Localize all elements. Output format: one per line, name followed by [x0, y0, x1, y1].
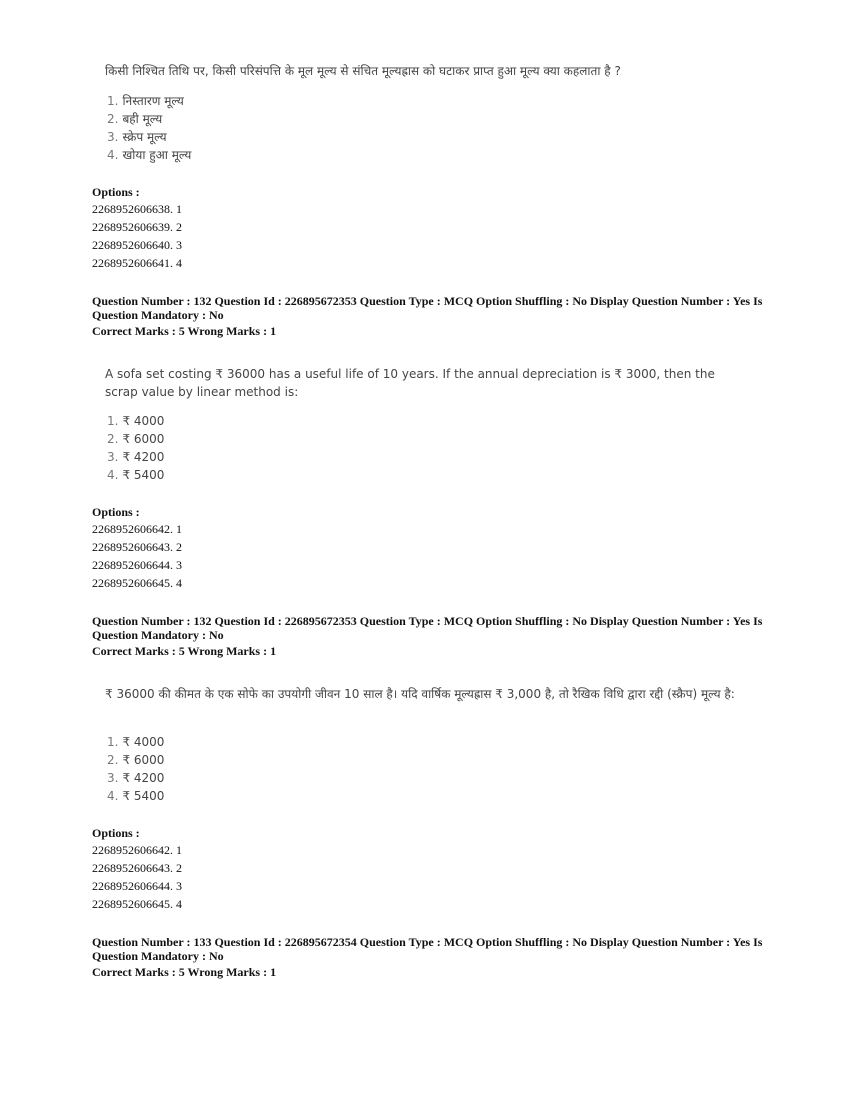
choice-item: 1. ₹ 4000: [107, 735, 165, 749]
choice-item: 2. ₹ 6000: [107, 753, 165, 767]
question-info: Question Number : 132 Question Id : 226895672353 Question Type : MCQ Option Shuffling : No Display Question Number : Yes Is Question Mandatory : No: [92, 614, 763, 642]
question-meta: [92, 614, 772, 658]
choice-item: 2. ₹ 6000: [107, 432, 165, 446]
choice-item: 3. स्क्रेप मूल्य: [107, 130, 167, 144]
option-item: 2268952606639. 2: [92, 220, 182, 234]
options-list: [92, 200, 182, 272]
question-text: A sofa set costing ₹ 36000 has a useful life of 10 years. If the annual depreciation is ₹ 3000, then the scrap value by linear method is:: [105, 367, 715, 399]
option-item: 2268952606644. 3: [92, 558, 182, 572]
question-meta: [92, 935, 772, 979]
option-item: 2268952606645. 4: [92, 897, 182, 911]
options-heading: Options :: [92, 505, 140, 519]
choice-list: [107, 733, 164, 805]
marks-info: Correct Marks : 5 Wrong Marks : 1: [92, 644, 277, 658]
option-item: 2268952606644. 3: [92, 879, 182, 893]
option-item: 2268952606643. 2: [92, 861, 182, 875]
question-info: Question Number : 132 Question Id : 226895672353 Question Type : MCQ Option Shuffling : No Display Question Number : Yes Is Question Mandatory : No: [92, 294, 763, 322]
choice-list: [107, 92, 191, 164]
choice-item: 4. खोया हुआ मूल्य: [107, 148, 192, 162]
option-item: 2268952606645. 4: [92, 576, 182, 590]
choice-item: 1. ₹ 4000: [107, 414, 165, 428]
option-item: 2268952606642. 1: [92, 843, 182, 857]
question-meta: [92, 294, 772, 338]
question-text: ₹ 36000 की कीमत के एक सोफे का उपयोगी जीवन 10 साल है। यदि वार्षिक मूल्यह्रास ₹ 3,000 है, तो रैखिक विधि द्वारा रद्दी (स्क्रैप) मूल्य है:: [105, 687, 735, 701]
options-heading: Options :: [92, 185, 140, 199]
choice-item: 4. ₹ 5400: [107, 789, 165, 803]
option-item: 2268952606638. 1: [92, 202, 182, 216]
choice-item: 2. बही मूल्य: [107, 112, 163, 126]
marks-info: Correct Marks : 5 Wrong Marks : 1: [92, 965, 277, 979]
choice-item: 4. ₹ 5400: [107, 468, 165, 482]
choice-list: [107, 412, 164, 484]
marks-info: Correct Marks : 5 Wrong Marks : 1: [92, 324, 277, 338]
option-item: 2268952606640. 3: [92, 238, 182, 252]
options-heading: Options :: [92, 826, 140, 840]
options-list: [92, 520, 182, 592]
choice-item: 3. ₹ 4200: [107, 771, 165, 785]
question-text: किसी निश्चित तिथि पर, किसी परिसंपत्ति के मूल मूल्य से संचित मूल्यह्रास को घटाकर प्राप्त हुआ मूल्य क्या कहलाता है ?: [105, 64, 621, 78]
question-info: Question Number : 133 Question Id : 226895672354 Question Type : MCQ Option Shuffling : No Display Question Number : Yes Is Question Mandatory : No: [92, 935, 763, 963]
option-item: 2268952606641. 4: [92, 256, 182, 270]
choice-item: 1. निस्तारण मूल्य: [107, 94, 184, 108]
option-item: 2268952606643. 2: [92, 540, 182, 554]
options-list: [92, 841, 182, 913]
option-item: 2268952606642. 1: [92, 522, 182, 536]
choice-item: 3. ₹ 4200: [107, 450, 165, 464]
